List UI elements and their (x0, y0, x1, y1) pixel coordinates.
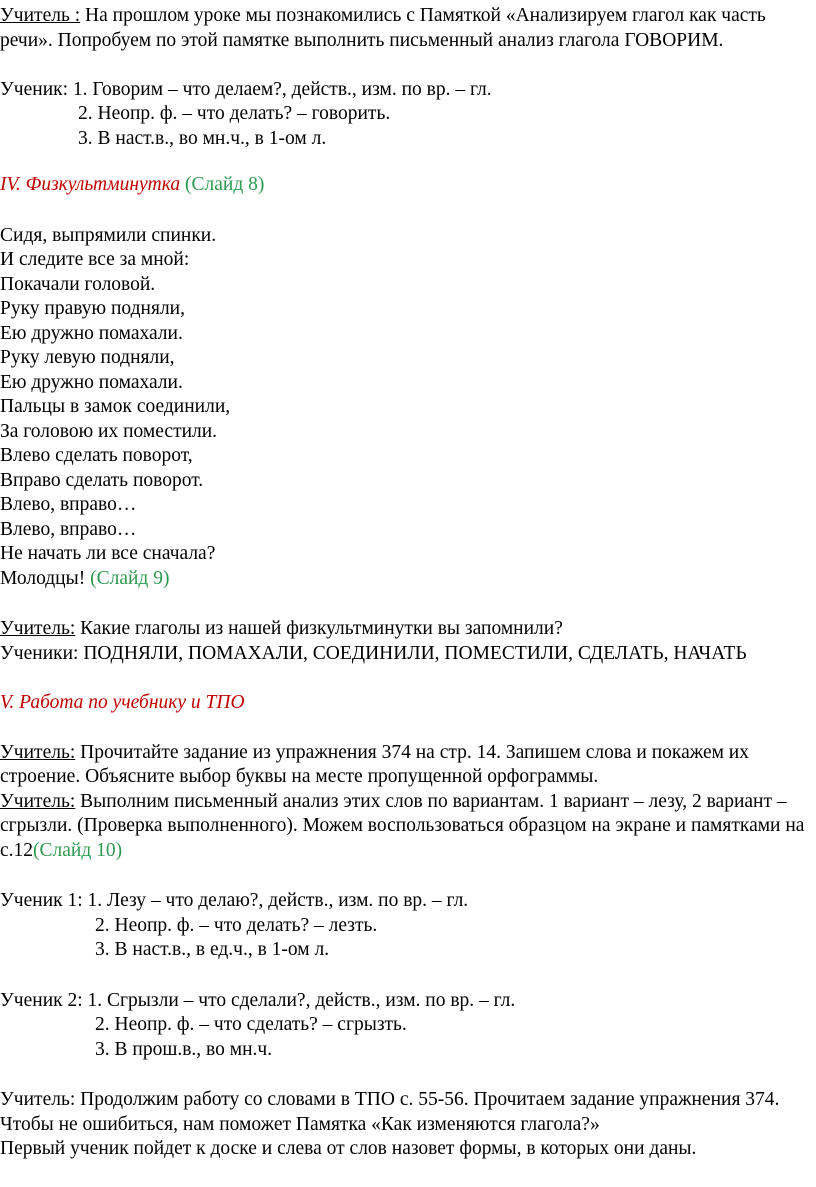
slide-10-ref: (Слайд 10) (33, 839, 123, 861)
poem-line: Ею дружно помахали. (0, 322, 183, 344)
answer-text: ПОДНЯЛИ, ПОМАХАЛИ, СОЕДИНИЛИ, ПОМЕСТИЛИ, СДЕЛАТЬ, НАЧАТЬ (78, 642, 747, 664)
teacher-question (0, 617, 814, 642)
poem-line: Руку левую подняли, (0, 347, 175, 368)
poem-line: Влево, вправо… (0, 494, 137, 515)
document-page (0, 4, 814, 1162)
poem (0, 224, 814, 592)
poem-line: И следите все за мной: (0, 249, 190, 270)
students-label: Ученики: (0, 642, 79, 664)
poem-line: Пальцы в замок соединили, (0, 396, 231, 417)
intro-text: На прошлом уроке мы познакомились с Памяткой «Анализируем глагол как часть речи». Попробуем по этой памятке выполнить письменный анализ глагола ГОВОРИМ. (0, 5, 766, 51)
final-paragraph-2: Первый ученик пойдет к доске и слева от слов назовет формы, в которых они даны. (0, 1138, 697, 1159)
section-4-heading (0, 173, 814, 198)
task-1-text: Прочитайте задание из упражнения 374 на стр. 14. Запишем слова и покажем их строение. Объясните выбор буквы на месте пропущенной орфограммы. (0, 741, 749, 787)
teacher-label: Учитель: (0, 618, 76, 639)
poem-line: Ею дружно помахали. (0, 371, 183, 393)
poem-line: Влево, вправо… (0, 518, 137, 540)
student-2-line-3: 3. В прош.в., во мн.ч. (95, 1038, 273, 1060)
student-1-line-2: 2. Неопр. ф. – что делать? – лезть. (95, 914, 378, 936)
student-1-line-1: Ученик 1: 1. Лезу – что делаю?, действ., изм. по вр. – гл. (0, 890, 469, 911)
poem-line: Покачали головой. (0, 273, 156, 295)
final-paragraph: Учитель: Продолжим работу со словами в ТПО с. 55-56. Прочитаем задание упражнения 374. Чтобы не ошибиться, нам поможет Памятка «Как изменяются глагола?» (0, 1089, 780, 1135)
intro-paragraph (0, 4, 814, 53)
student-1-line-3: 3. В наст.в., в ед.ч., в 1-ом л. (95, 939, 330, 960)
task-2-text: Выполним письменный анализ этих слов по вариантам. 1 вариант – лезу, 2 вариант – сгрызли. (Проверка выполненного). Можем воспользоваться образцом на экране и памятками на с.12 (0, 790, 805, 861)
poem-line: Вправо сделать поворот. (0, 469, 204, 491)
students-answer (0, 642, 814, 667)
poem-last-text: Молодцы! (0, 567, 86, 589)
teacher-label: Учитель: (0, 741, 76, 763)
student-2-line-1: Ученик 2: 1. Сгрызли – что сделали?, действ., изм. по вр. – гл. (0, 989, 516, 1011)
poem-line: Сидя, выпрямили спинки. (0, 224, 217, 246)
question-text: Какие глаголы из нашей физкультминутки вы запомнили? (75, 618, 563, 639)
student-answer-line-3: 3. В наст.в., во мн.ч., в 1-ом л. (78, 127, 327, 149)
section-5-title: V. Работа по учебнику и ТПО (0, 692, 245, 713)
student-2-line-2: 2. Неопр. ф. – что сделать? – сгрызть. (95, 1014, 407, 1035)
teacher-label: Учитель: (0, 790, 76, 812)
task-1-paragraph (0, 741, 814, 790)
poem-line: Не начать ли все сначала? (0, 543, 216, 564)
student-answer-line-2: 2. Неопр. ф. – что делать? – говорить. (78, 103, 391, 124)
poem-line: Руку правую подняли, (0, 298, 185, 319)
poem-last-line (0, 567, 814, 592)
student-answer-line-1: Ученик: 1. Говорим – что делаем?, действ., изм. по вр. – гл. (0, 78, 492, 100)
task-2-paragraph (0, 790, 814, 864)
slide-9-ref: (Слайд 9) (85, 567, 170, 589)
teacher-label: Учитель : (0, 5, 81, 26)
slide-8-ref: (Слайд 8) (185, 174, 265, 195)
poem-line: За головою их поместили. (0, 420, 218, 442)
poem-line: Влево сделать поворот, (0, 445, 193, 466)
section-4-title: IV. Физкультминутка (0, 174, 181, 195)
